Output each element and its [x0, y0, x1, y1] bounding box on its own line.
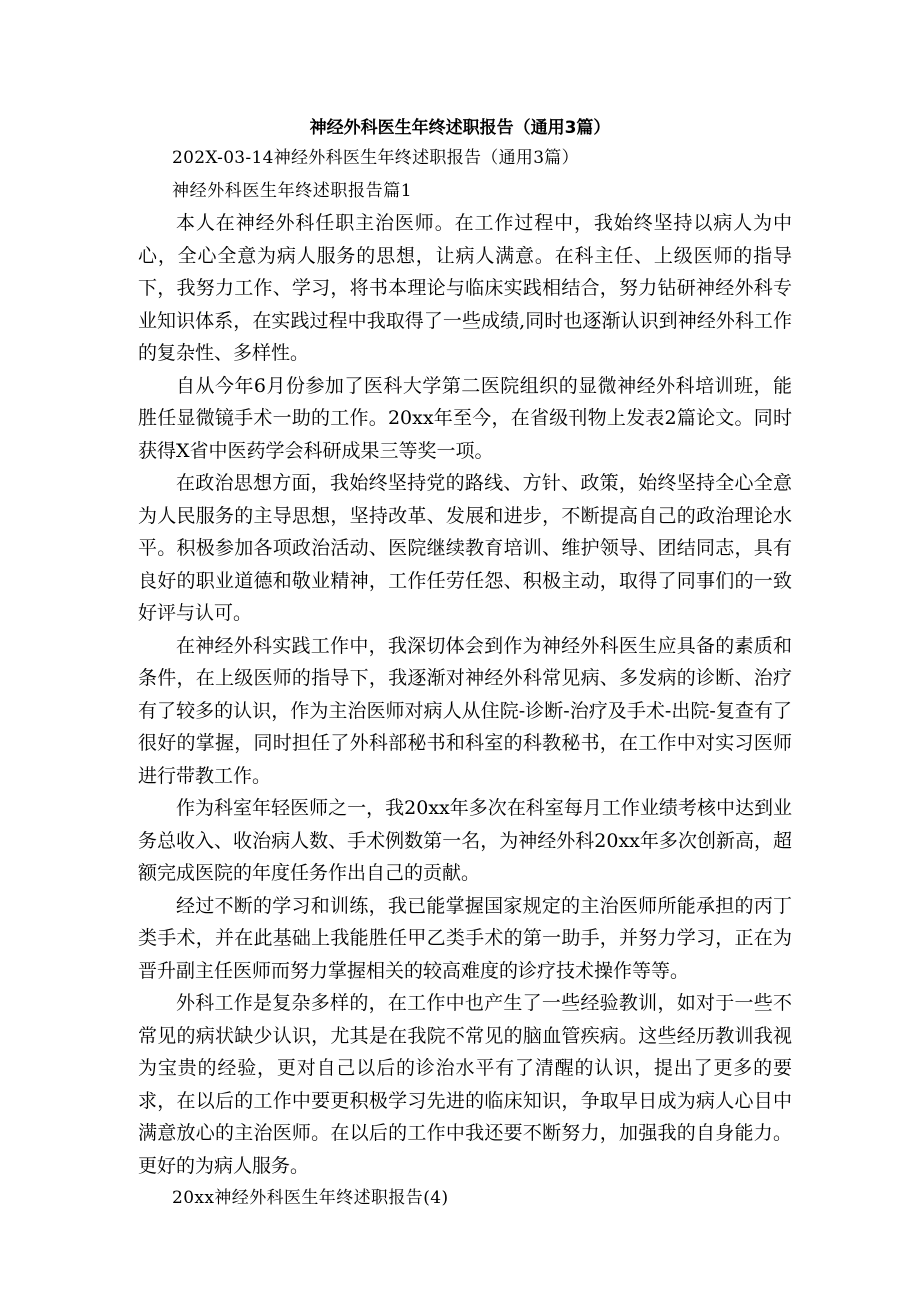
section-heading: 神经外科医生年终述职报告篇1 — [172, 180, 413, 201]
body-paragraph: 本人在神经外科任职主治医师。在工作过程中，我始终坚持以病人为中心，全心全意为病人服务的思想，让病人满意。在科主任、上级医师的指导下，我努力工作、学习，将书本理论与临床实践相结合，努力钻研神经外科专业知识体系，在实践过程中我取得了一些成绩,同时也逐渐认识到神经外科工作的复杂性、多样性。 — [138, 212, 792, 364]
body-paragraph: 在政治思想方面，我始终坚持党的路线、方针、政策，始终坚持全心全意为人民服务的主导思想，坚持改革、发展和进步，不断提高自己的政治理论水平。积极参加各项政治活动、医院继续教育培训、维护领导、团结同志，具有良好的职业道德和敬业精神，工作任劳任怨、积极主动，取得了同事们的一致好评与认可。 — [138, 472, 792, 624]
date-line: 202X-03-14神经外科医生年终述职报告（通用3篇） — [172, 148, 579, 168]
document-title: 神经外科医生年终述职报告（通用3篇） — [309, 118, 611, 138]
closing-line: 20xx神经外科医生年终述职报告(4) — [172, 1188, 449, 1208]
document-body — [138, 142, 792, 1215]
body-paragraph: 外科工作是复杂多样的，在工作中也产生了一些经验教训，如对于一些不常见的病状缺少认识，尤其是在我院不常见的脑血管疾病。这些经历教训我视为宝贵的经验，更对自己以后的诊治水平有了清醒的认识，提出了更多的要求，在以后的工作中要更积极学习先进的临床知识，争取早日成为病人心目中满意放心的主治医师。在以后的工作中我还要不断努力，加强我的自身能力。更好的为病人服务。 — [138, 992, 792, 1177]
body-paragraph: 在神经外科实践工作中，我深切体会到作为神经外科医生应具备的素质和条件，在上级医师的指导下，我逐渐对神经外科常见病、多发病的诊断、治疗有了较多的认识，作为主治医师对病人从住院-诊断-治疗及手术-出院-复查有了很好的掌握，同时担任了外科部秘书和科室的科教秘书，在工作中对实习医师进行带教工作。 — [138, 634, 792, 787]
body-paragraph: 作为科室年轻医师之一，我20xx年多次在科室每月工作业绩考核中达到业务总收入、收治病人数、手术例数第一名，为神经外科20xx年多次创新高，超额完成医院的年度任务作出自己的贡献。 — [138, 797, 792, 884]
body-paragraph: 自从今年6月份参加了医科大学第二医院组织的显微神经外科培训班，能胜任显微镜手术一助的工作。20xx年至今，在省级刊物上发表2篇论文。同时获得X省中医药学会科研成果三等奖一项。 — [138, 374, 792, 462]
body-paragraph: 经过不断的学习和训练，我已能掌握国家规定的主治医师所能承担的丙丁类手术，并在此基础上我能胜任甲乙类手术的第一助手，并努力学习，正在为晋升副主任医师而努力掌握相关的较高难度的诊疗技术操作等等。 — [138, 894, 792, 982]
